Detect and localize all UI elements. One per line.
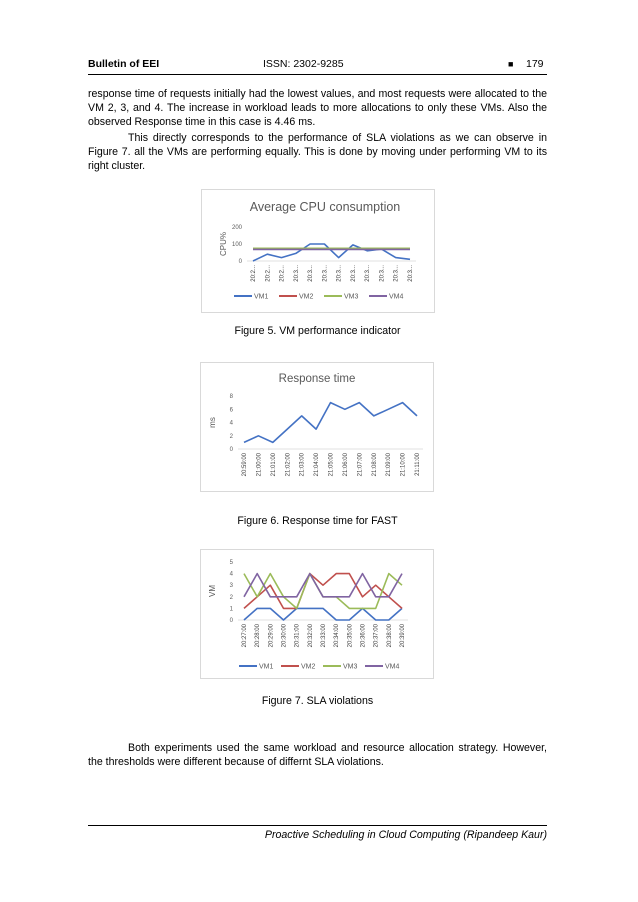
x-tick-label: 20:29:00 — [268, 624, 275, 648]
x-tick-label: 21:10:00 — [400, 453, 407, 477]
legend-label: VM4 — [389, 293, 404, 301]
x-tick-label: 20:2... — [265, 265, 272, 282]
x-tick-label: 20:3... — [393, 265, 400, 282]
figure-6 — [200, 362, 434, 492]
x-tick-label: 20:3... — [308, 265, 315, 282]
y-tick-label: 4 — [229, 571, 233, 578]
legend-label: VM1 — [259, 663, 274, 671]
x-tick-label: 20:3... — [379, 265, 386, 282]
x-tick-label: 20:3... — [365, 265, 372, 282]
paragraph-2: This directly corresponds to the performance of SLA violations as we can observe in Figure 7. all the VMs are performing equally. This is done by moving under performing VM to its right cluster. — [88, 132, 547, 172]
x-tick-label: 20:38:00 — [386, 624, 393, 648]
x-tick-label: 20:31:00 — [294, 624, 301, 648]
issn: ISSN: 2302-9285 — [263, 58, 344, 70]
x-tick-label: 20:3... — [408, 265, 414, 282]
x-tick-label: 20:39:00 — [400, 624, 406, 648]
legend-label: VM2 — [299, 293, 314, 301]
x-tick-label: 20:59:00 — [242, 453, 248, 477]
y-tick-label: 8 — [229, 394, 233, 400]
series-line-vm1 — [253, 244, 410, 261]
response-time-chart — [201, 363, 433, 491]
x-tick-label: 21:03:00 — [299, 453, 306, 477]
legend-label: VM1 — [254, 293, 269, 301]
x-tick-label: 20:3... — [322, 265, 329, 282]
y-tick-label: 6 — [229, 407, 233, 414]
chart-title: Response time — [278, 373, 356, 385]
y-tick-label: 200 — [231, 225, 242, 231]
cpu-consumption-chart — [202, 190, 434, 312]
x-tick-label: 20:34:00 — [334, 624, 341, 648]
figure-7 — [200, 549, 434, 679]
figure-5 — [201, 189, 435, 313]
x-tick-label: 21:06:00 — [342, 453, 349, 477]
x-tick-label: 21:11:00 — [415, 453, 421, 476]
x-tick-label: 21:01:00 — [270, 453, 277, 477]
y-tick-label: 0 — [229, 447, 233, 453]
x-tick-label: 21:02:00 — [285, 453, 292, 477]
x-tick-label: 20:35:00 — [347, 624, 354, 648]
caption-figure-6: Figure 6. Response time for FAST — [237, 515, 398, 527]
x-tick-label: 20:27:00 — [242, 624, 248, 648]
x-tick-label: 20:36:00 — [360, 624, 367, 648]
footer-text: Proactive Scheduling in Cloud Computing (Ripandeep Kaur) — [264, 829, 547, 841]
x-tick-label: 20:32:00 — [307, 624, 314, 648]
legend-label: VM3 — [343, 663, 358, 671]
x-tick-label: 20:2... — [251, 265, 257, 282]
sla-violations-chart — [201, 550, 433, 678]
page-marker: ■ — [508, 59, 514, 69]
x-tick-label: 21:08:00 — [371, 453, 378, 477]
x-tick-label: 20:2... — [279, 265, 286, 282]
y-axis-label: ms — [208, 417, 217, 428]
caption-figure-7: Figure 7. SLA violations — [261, 695, 374, 707]
x-tick-label: 20:28:00 — [255, 624, 262, 648]
y-tick-label: 1 — [229, 606, 233, 613]
page-number: 179 — [526, 58, 544, 70]
x-tick-label: 20:30:00 — [281, 624, 288, 648]
y-tick-label: 0 — [229, 618, 233, 624]
y-tick-label: 0 — [238, 259, 242, 265]
x-tick-label: 20:3... — [293, 265, 300, 282]
paragraph-3: Both experiments used the same workload and resource allocation strategy. However, the thresholds were different because of differnt SLA violations. — [88, 742, 547, 768]
y-tick-label: 100 — [231, 242, 242, 248]
y-tick-label: 2 — [229, 433, 233, 440]
x-tick-label: 20:3... — [336, 265, 343, 282]
x-tick-label: 21:07:00 — [357, 453, 364, 477]
y-tick-label: 3 — [229, 583, 233, 590]
legend-label: VM4 — [385, 663, 400, 671]
x-tick-label: 21:05:00 — [328, 453, 335, 477]
x-tick-label: 20:33:00 — [321, 624, 327, 648]
header-rule — [88, 74, 547, 75]
y-axis-label: CPU% — [219, 231, 228, 257]
legend-label: VM2 — [301, 663, 316, 671]
series-line-vm1 — [244, 608, 402, 620]
x-tick-label: 21:09:00 — [386, 453, 393, 477]
chart-title: Average CPU consumption — [249, 200, 401, 214]
series-line-response-time — [244, 403, 417, 443]
y-axis-label: VM — [208, 585, 217, 597]
paragraph-1: response time of requests initially had the lowest values, and most requests were allocated to the VM 2, 3, and 4. The increase in workload leads to more allocations to only these VMs. Also the observed Response time in this case is 4.46 ms. — [88, 88, 547, 128]
x-tick-label: 20:37:00 — [373, 624, 380, 648]
y-tick-label: 4 — [229, 420, 233, 427]
y-tick-label: 5 — [229, 560, 233, 566]
x-tick-label: 20:3... — [350, 265, 357, 282]
journal-name: Bulletin of EEI — [88, 58, 160, 70]
x-tick-label: 21:00:00 — [256, 453, 263, 477]
y-tick-label: 2 — [229, 594, 233, 601]
caption-figure-5: Figure 5. VM performance indicator — [234, 325, 401, 337]
x-tick-label: 21:04:00 — [314, 453, 321, 477]
legend-label: VM3 — [344, 293, 359, 301]
footer-rule — [88, 825, 547, 826]
